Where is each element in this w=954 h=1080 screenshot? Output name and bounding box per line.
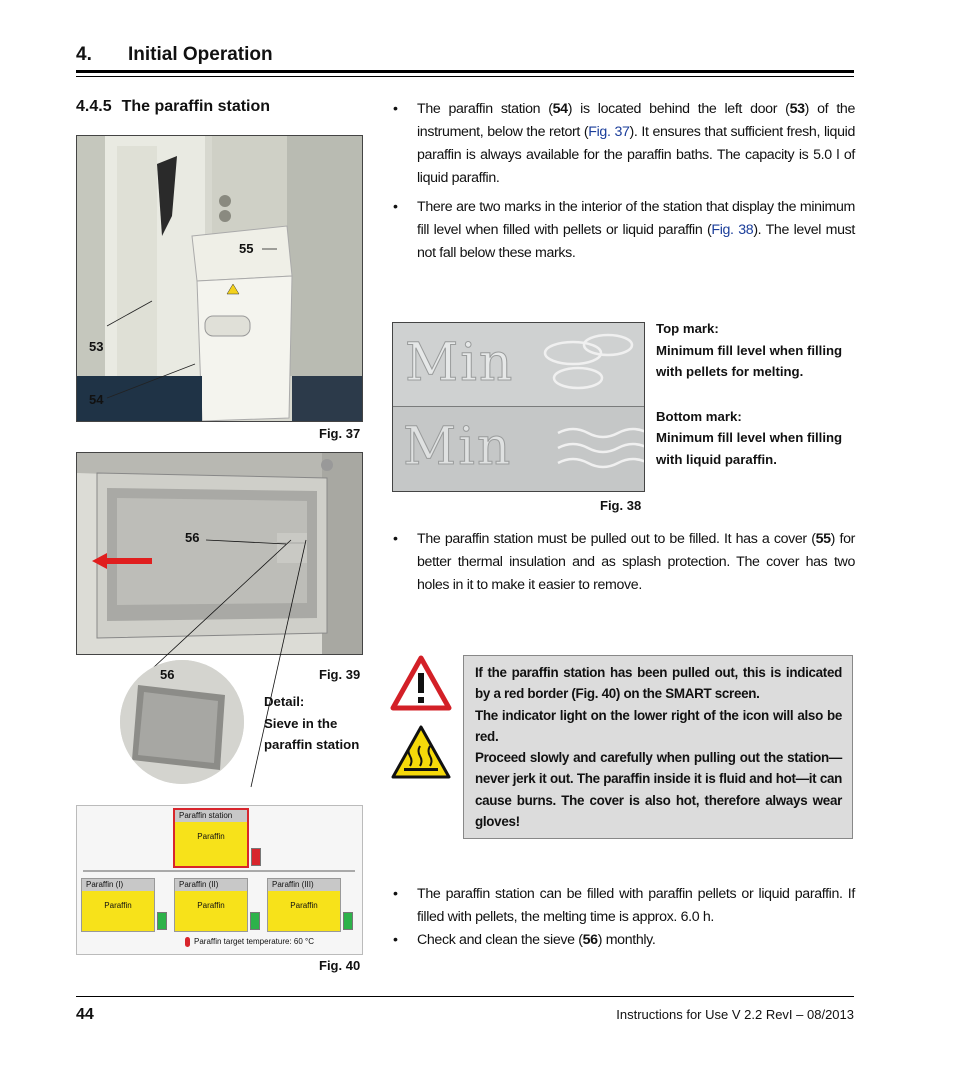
bottom-min-embossed: Min [403, 417, 513, 477]
callout-54: 54 [89, 392, 104, 407]
header-rule [76, 70, 854, 73]
top-min-embossed: Min [405, 333, 515, 393]
figure-38-photo [392, 322, 645, 492]
warning-line-3: Proceed slowly and carefully when pulling out the station—never jerk it out. The paraffin inside it is fluid and hot—it can cause burns. The cover is also hot, therefore always wear gloves! [475, 750, 842, 830]
station-indicator [251, 848, 261, 866]
section-title: The paraffin station [121, 98, 271, 115]
sieve-detail-photo [120, 660, 244, 784]
bath-connector-line [83, 870, 355, 872]
chapter-number: 4. [76, 44, 92, 65]
bullet-5: • Check and clean the sieve (56) monthly. [393, 932, 656, 948]
header-rule-thin [76, 76, 854, 77]
section-number: 4.4.5 [76, 98, 112, 115]
figure-40-caption: Fig. 40 [319, 958, 361, 973]
mark-labels: Top mark: Minimum fill level when filling with pellets for melting. Bottom mark: Minimum fill level when filling with liquid paraffin. [656, 318, 842, 470]
document-info: Instructions for Use V 2.2 RevI – 08/2013 [616, 1007, 854, 1022]
warning-line-1: If the paraffin station has been pulled out, this is indicated by a red border (Fig. 40) on the SMART screen. [475, 665, 842, 702]
warning-triangle-icon [390, 655, 452, 711]
bath-indicator-1 [157, 912, 167, 930]
paraffin-station-photo [77, 136, 362, 421]
callout-55: 55 [239, 241, 254, 256]
bottom-mark-title: Bottom mark: [656, 408, 742, 424]
footer-rule [76, 996, 854, 997]
chapter-heading [76, 44, 273, 66]
detail-callout-56: 56 [160, 667, 175, 682]
figure-40-screen [76, 805, 363, 955]
bullet-3: • The paraffin station must be pulled out to be filled. It has a cover (55) for better thermal insulation and as splash protection. The cover has two holes in it to make it easier to remove. [393, 531, 855, 593]
chapter-title: Initial Operation [128, 44, 273, 65]
bullet-4: • The paraffin station can be filled with paraffin pellets or liquid paraffin. If filled with pellets, the melting time is approx. 6.0 h. [393, 886, 855, 925]
callout-53: 53 [89, 339, 104, 354]
bath-tile-2: Paraffin (II) Paraffin [174, 878, 248, 932]
bath-tile-3: Paraffin (III) Paraffin [267, 878, 341, 932]
section-heading [76, 98, 270, 116]
bullet-1: • The paraffin station (54) is located behind the left door (53) of the instrument, below the retort (Fig. 37). It ensures that sufficient fresh, liquid paraffin is always available for the paraffin baths. The capacity is 5.0 l of liquid paraffin. [393, 101, 855, 186]
page-number: 44 [76, 1006, 94, 1023]
warning-box [463, 655, 853, 839]
bath-indicator-3 [343, 912, 353, 930]
top-mark-title: Top mark: [656, 321, 719, 336]
station-tile-label: Paraffin [197, 832, 225, 841]
fig37-link[interactable]: Fig. 37 [588, 124, 630, 140]
figure-37-caption: Fig. 37 [319, 426, 361, 441]
station-tile [173, 808, 249, 868]
figure-39-caption: Fig. 39 [319, 667, 361, 682]
bath-tile-1: Paraffin (I) Paraffin [81, 878, 155, 932]
fig38-link[interactable]: Fig. 38 [711, 222, 754, 238]
station-tile-header: Paraffin station [175, 810, 247, 822]
warning-line-2: The indicator light on the lower right of the icon will also be red. [475, 707, 842, 744]
figure-38-caption: Fig. 38 [600, 498, 642, 513]
bullet-2: • There are two marks in the interior of the station that display the minimum fill level when filled with pellets or liquid paraffin (Fig. 38). The level must not fall below these marks. [393, 199, 855, 261]
thermometer-icon [185, 937, 190, 947]
detail-caption: Detail: Sieve in the paraffin station [264, 694, 360, 752]
bath-indicator-2 [250, 912, 260, 930]
callout-56: 56 [185, 530, 200, 545]
target-temperature: Paraffin target temperature: 60 °C [185, 937, 314, 947]
figure-37-photo [76, 135, 363, 422]
hot-surface-icon [390, 724, 452, 780]
